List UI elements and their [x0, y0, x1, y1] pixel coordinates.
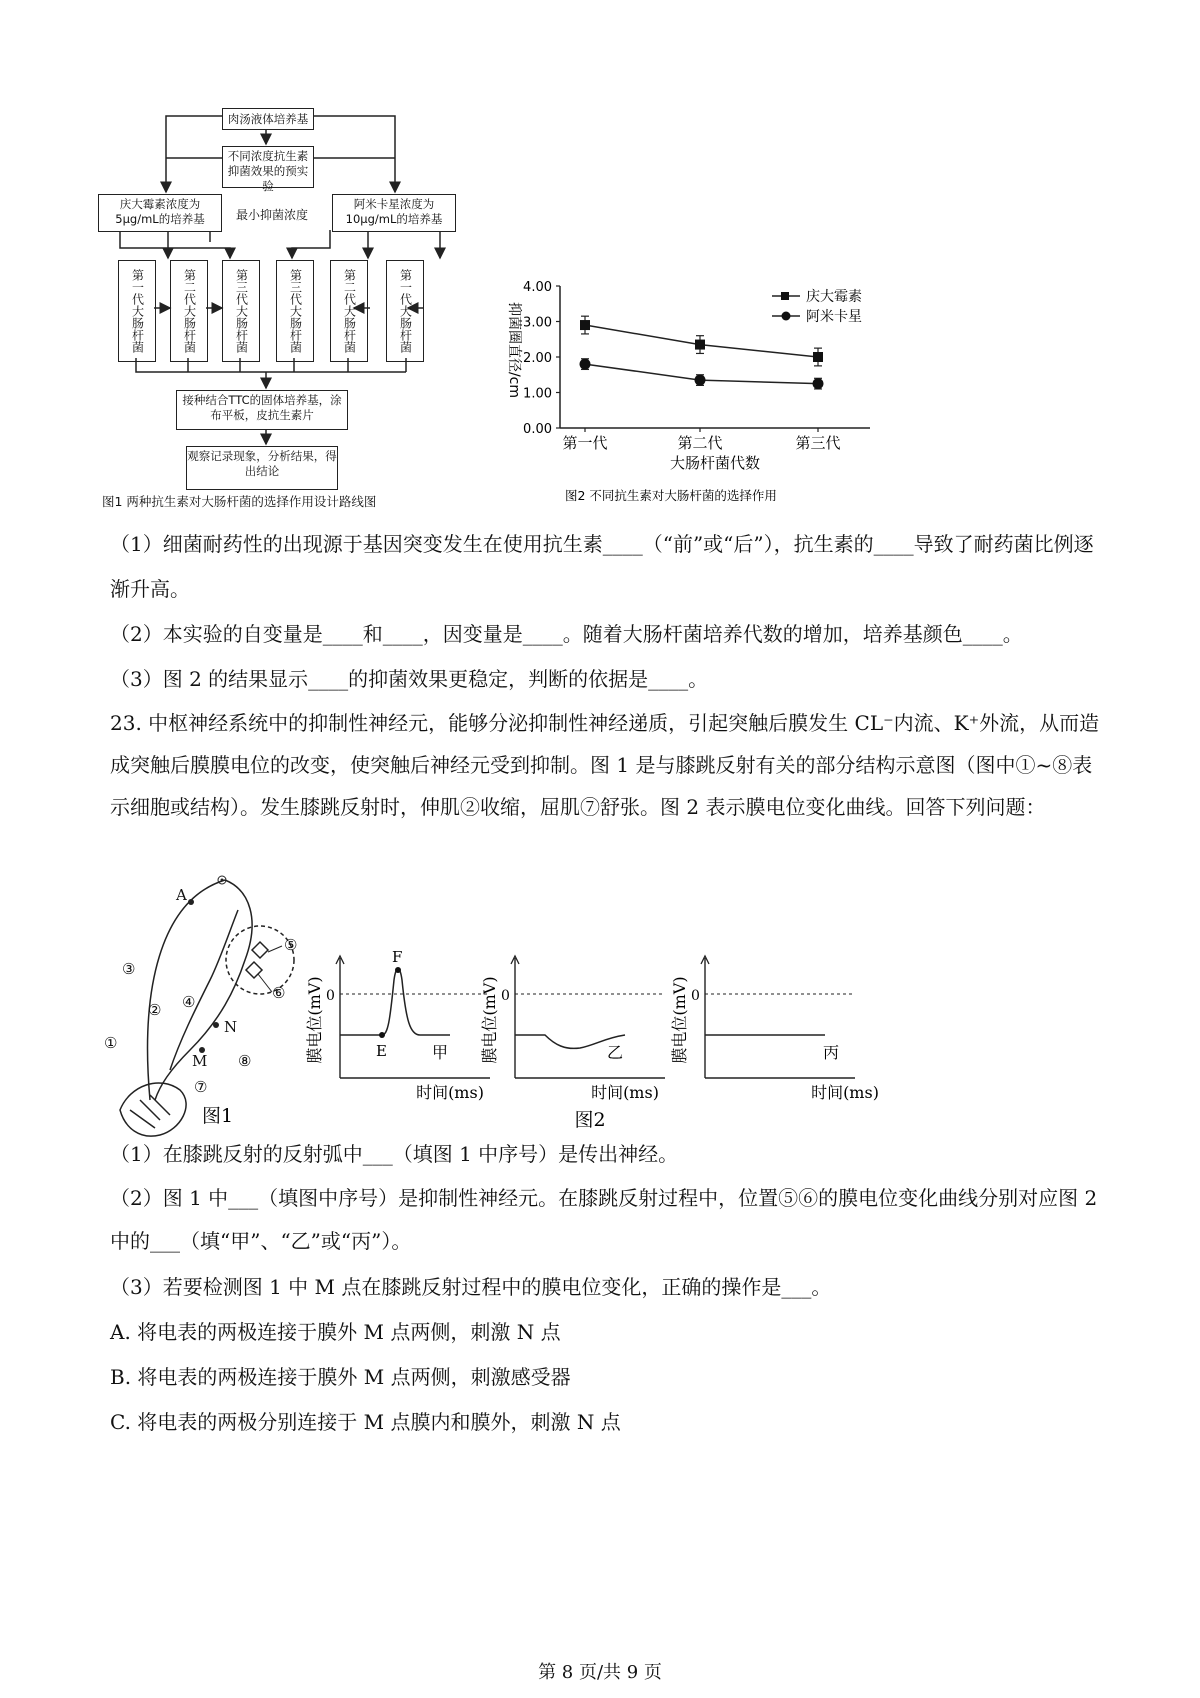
potential-curve	[340, 969, 450, 1035]
pre-test-box: 不同浓度抗生素抑菌效果的预实验	[222, 146, 314, 188]
label-n5: ⑤	[284, 936, 298, 954]
potential-panel	[480, 956, 665, 1102]
q23-option-c: C. 将电表的两极分别连接于 M 点膜内和膜外，刺激 N 点	[110, 1410, 621, 1434]
x-axis-label: 大肠杆菌代数	[669, 454, 761, 472]
figB2-caption: 图2	[574, 1109, 606, 1131]
data-point	[695, 340, 705, 350]
y-axis-label: 抑菌圈直径/cm	[506, 301, 522, 399]
q23-intro: 23. 中枢神经系统中的抑制性神经元，能够分泌抑制性神经递质，引起突触后膜发生 CL⁻内流、K⁺外流，从而造成突触后膜膜电位的改变，使突触后神经元受到抑制。图 1 是与膝跳反射有关的部分结构示意图（图中①~⑧表示细胞或结构）。发生膝跳反射时，伸肌②收缩，屈肌⑦舒张。图 2 表示膜电位变化曲线。回答下列问题：	[110, 711, 1100, 819]
fig1-caption: 图1 两种抗生素对大肠杆菌的选择作用设计路线图	[102, 494, 377, 509]
x-tick-label: 第一代	[562, 434, 608, 452]
generation-box: 第二代大肠杆菌	[330, 260, 368, 362]
point-F	[395, 967, 401, 973]
generation-box: 第一代大肠杆菌	[386, 260, 424, 362]
y-tick-label: 3.00	[523, 315, 552, 331]
label-n4: ④	[182, 993, 196, 1011]
potential-panel	[305, 948, 490, 1102]
zero-label: 0	[501, 988, 510, 1004]
y-tick-label: 4.00	[523, 280, 552, 295]
y-axis-label: 膜电位(mV)	[670, 976, 689, 1064]
y-tick-label: 2.00	[523, 351, 552, 366]
q23-part2: （2）图 1 中___（填图中序号）是抑制性神经元。在膝跳反射过程中，位置⑤⑥的膜电位变化曲线分别对应图 2 中的___（填“甲”、“乙”或“丙”）。	[110, 1186, 1098, 1253]
q22-part1: （1）细菌耐药性的出现源于基因突变发生在使用抗生素____（“前”或“后”），抗生素的____导致了耐药菌比例逐渐升高。	[110, 532, 1094, 601]
panel-label: 乙	[607, 1043, 624, 1062]
membrane-potential-panels	[305, 948, 890, 1131]
x-tick-label: 第三代	[795, 434, 841, 452]
legend-label: 阿米卡星	[806, 309, 862, 325]
label-N: N	[224, 1018, 238, 1036]
page-footer: 第 8 页/共 9 页	[538, 1662, 662, 1683]
legend-marker	[781, 292, 789, 300]
legend-label: 庆大霉素	[806, 289, 862, 305]
zero-label: 0	[691, 988, 700, 1004]
x-tick-label: 第二代	[677, 434, 723, 452]
data-point	[813, 378, 824, 389]
q23-option-b: B. 将电表的两极连接于膜外 M 点两侧，刺激感受器	[110, 1365, 571, 1389]
y-tick-label: 1.00	[523, 386, 552, 402]
figB1-caption: 图1	[202, 1105, 234, 1127]
y-tick-label: 0.00	[523, 422, 552, 437]
q22-part2: （2）本实验的自变量是____和____，因变量是____。随着大肠杆菌培养代数的增加，培养基颜色____。	[110, 622, 1023, 646]
label-n1: ①	[104, 1034, 118, 1052]
min-inhibitory-label: 最小抑菌浓度	[236, 208, 309, 222]
x-axis-label: 时间(ms)	[811, 1083, 879, 1102]
reflex-arc-diagram	[100, 870, 330, 1160]
generation-box: 第三代大肠杆菌	[276, 260, 314, 362]
generation-box: 第三代大肠杆菌	[222, 260, 260, 362]
y-axis-label: 膜电位(mV)	[480, 976, 499, 1064]
x-axis-label: 时间(ms)	[591, 1083, 659, 1102]
zero-label: 0	[326, 988, 335, 1004]
legend-marker	[782, 312, 791, 321]
broth-medium-box: 肉汤液体培养基	[222, 108, 314, 130]
label-A: A	[176, 886, 187, 904]
panel-label: 丙	[823, 1043, 840, 1062]
observe-box: 观察记录现象，分析结果，得出结论	[186, 446, 338, 490]
label-n2: ②	[148, 1001, 162, 1019]
inoculate-box: 接种结合TTC的固体培养基，涂布平板，皮抗生素片	[176, 390, 348, 430]
fig2-caption: 图2 不同抗生素对大肠杆菌的选择作用	[565, 488, 777, 503]
q22-part3: （3）图 2 的结果显示____的抑菌效果更稳定，判断的依据是____。	[110, 667, 709, 691]
amikacin-medium-box: 阿米卡星浓度为10μg/mL的培养基	[332, 194, 456, 232]
label-E: E	[376, 1042, 387, 1060]
point-E	[379, 1032, 385, 1038]
data-point	[580, 320, 590, 330]
q23-part1: （1）在膝跳反射的反射弧中___（填图 1 中序号）是传出神经。	[110, 1142, 679, 1166]
data-point	[695, 375, 706, 386]
generation-box: 第二代大肠杆菌	[170, 260, 208, 362]
label-n6: ⑥	[272, 984, 286, 1002]
label-M: M	[192, 1052, 208, 1070]
potential-panel	[670, 956, 879, 1102]
q23-part3: （3）若要检测图 1 中 M 点在膝跳反射过程中的膜电位变化，正确的操作是___。	[110, 1275, 832, 1299]
y-axis-label: 膜电位(mV)	[305, 976, 324, 1064]
data-point	[813, 352, 823, 362]
antibiotic-line-chart	[490, 270, 910, 560]
panel-label: 甲	[432, 1043, 449, 1062]
data-point	[580, 359, 591, 370]
q23-option-a: A. 将电表的两极连接于膜外 M 点两侧，刺激 N 点	[110, 1320, 561, 1344]
generation-box: 第一代大肠杆菌	[118, 260, 156, 362]
label-F: F	[392, 948, 403, 966]
flowchart-figure	[102, 110, 490, 550]
label-n3: ③	[122, 960, 136, 978]
label-n8: ⑧	[238, 1052, 252, 1070]
label-n7: ⑦	[194, 1078, 208, 1096]
x-axis-label: 时间(ms)	[416, 1083, 484, 1102]
gentamicin-medium-box: 庆大霉素浓度为5μg/mL的培养基	[98, 194, 222, 232]
